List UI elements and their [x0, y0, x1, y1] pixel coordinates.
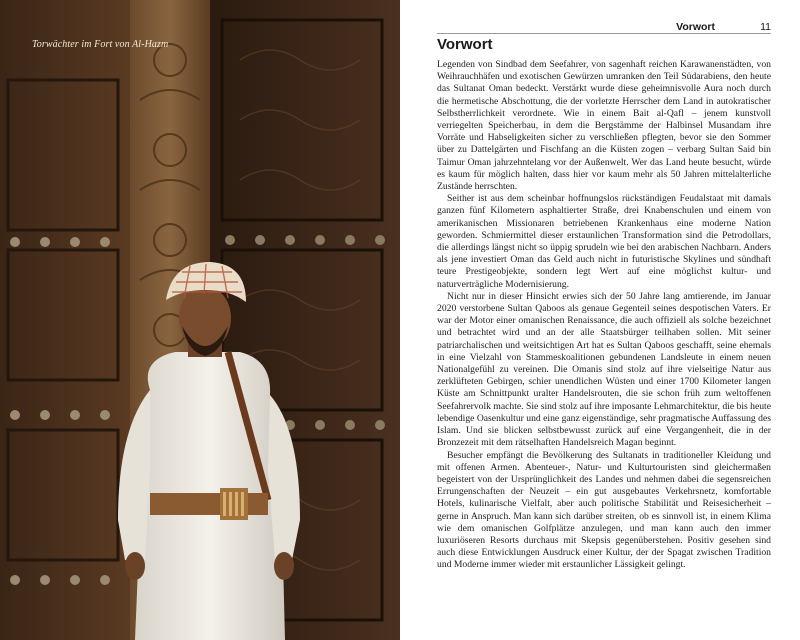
paragraph: Nicht nur in dieser Hinsicht erwies sich der 50 Jahre lang amtierende, im Januar 2020 verstorbene Sultan Qaboos als genaue Gegenteil seines despotischen Vaters. Er war der Motor einer omanischen Renaissance, die auch offiziell als solche bezeichnet und betrachtet wird und an der alle Staatsbürger teilhaben sollen. Mit seiner patriarchalischen und weitsichtigen Art hat es Sultan Qaboos geschafft, seine ehemals in eine Vielzahl von Stammeskoalitionen gebundenen Landsleute in einem neuen Nationalgefühl zu vereinen. Die Omanis sind stolz auf ihre vielseitige Natur aus zerklüfteten Gebirgen, schier unendlichen Wüsten und einer 1700 Kilometer langen Küste am Schnittpunkt uralter Handelsrouten, die sie schon früh zum weltoffenen Seefahrervolk machte. Sie sind stolz auf ihre imposante Lehmarchitektur, die bis heute lebendige Oasenkultur und eine ganz eigenständige, sehr pragmatische Auffassung des Islam. Und sie blicken selbstbewusst zurück auf eine Vergangenheit, die in der Bronzezeit mit dem rätselhaften Handelsreich Magan beginnt.: [437, 290, 771, 449]
header-rule: [437, 33, 771, 34]
paragraph: Seither ist aus dem scheinbar hoffnungslos rückständigen Feudalstaat mit damals ganzen fünf Kilometern asphaltierter Straße, drei Knabenschulen und einem von amerikanischen Missionaren betriebenen Krankenhaus eine moderne Nation geworden. Schmiermittel dieser erstaunlichen Transformation sind die Petrodollars, die allerdings längst nicht so üppig sprudeln wie bei den arabischen Nachbarn. Anders als jene investiert Oman das Geld auch nicht in futuristische Skylines und sündhaft teure Prestigeobjekte, sondern legt Wert auf eine möglichst kultur- und naturverträgliche Modernisierung.: [437, 193, 771, 290]
page-number: 11: [760, 21, 771, 33]
body-text: [437, 59, 771, 572]
paragraph: Legenden von Sindbad dem Seefahrer, von sagenhaft reichen Karawanenstädten, von Weihrauchhäfen und exotischen Gewürzen umranken den Teil Südarabiens, den heute das Sultanat Oman bedeckt. Verstärkt wurde diese geheimnisvolle Aura noch durch die hermetische Abschottung, die der vorletzte Herrscher dem Land in autokratischer Selbstherrlichkeit verordnete. Wie in einem Bait al-Qafl – jenem kunstvoll verriegelten Speicherbau, in dem die Bergstämme der Halbinsel Musandam ihre Vorräte und Habseligkeiten sicher zu verschließen pflegten, bevor sie den Sommer über zu Dattelgärten und Fischfang an die Küsten zogen – verbarg Sultan Said bin Taimur Oman jahrzehntelang vor der Außenwelt. Wer das Land heute besucht, würde es kaum für möglich halten, dass hier vor kaum mehr als 50 Jahren mittelalterliche Zustände herrschten.: [437, 59, 771, 193]
paragraph: Besucher empfängt die Bevölkerung des Sultanats in traditioneller Kleidung und mit offenen Armen. Abenteuer-, Natur- und Kulturtouristen sind gleichermaßen begeistert von der Ursprünglichkeit des Landes und nehmen dabei die segensreichen Errungenschaften der Neuzeit – ein gut ausgebautes Verkehrsnetz, komfortable Hotels, kulinarische Vielfalt, aber auch politische Stabilität und Reisesicherheit – gerne in Anspruch. Man kann sich darüber streiten, ob es sinnvoll ist, in einem Klima wie dem omanischen Golfplätze anzulegen, und man kann auch den immer luxuriöseren Resorts durchaus mit Skepsis gegenüberstehen. Positiv gesehen sind auch diese Entwicklungen Ausdruck einer Kultur, der der Spagat zwischen Tradition und Moderne immer wieder mit erstaunlicher Lässigkeit gelingt.: [437, 449, 771, 571]
text-page: [400, 0, 800, 640]
page-title: Vorwort: [437, 36, 493, 53]
running-head: Vorwort: [676, 21, 715, 33]
photo-caption: Torwächter im Fort von Al-Hazm: [32, 39, 169, 50]
